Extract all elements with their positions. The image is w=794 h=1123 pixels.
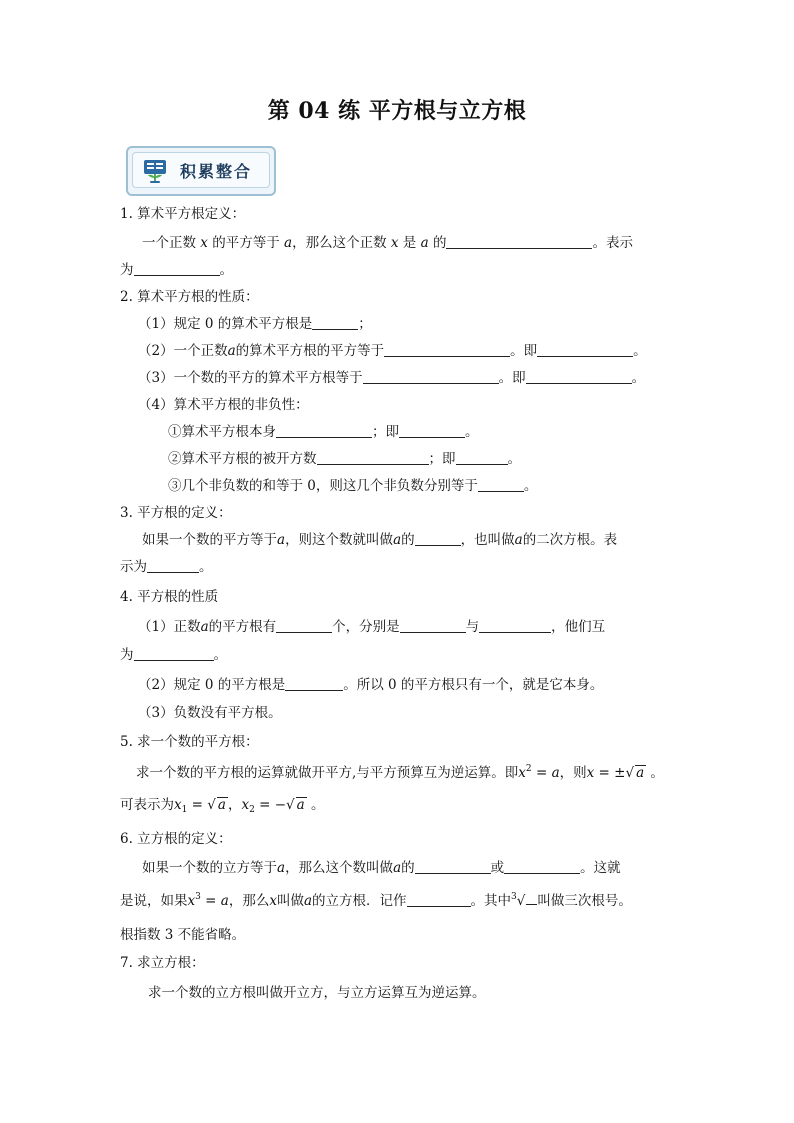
- text: 与: [465, 619, 480, 635]
- math-plus-minus: = ±: [594, 765, 626, 781]
- section-2-item-1: [138, 315, 372, 333]
- section-3-line-2: [120, 558, 213, 576]
- text: ；即: [428, 451, 456, 467]
- text: 。这就: [580, 860, 621, 876]
- math-radicand: a: [296, 797, 305, 813]
- math-x: x: [518, 765, 526, 781]
- section-7-line-1: 求一个数的立方根叫做开立方，与立方运算互为逆运算。: [148, 985, 486, 1001]
- text: 如果一个数的平方等于: [142, 532, 277, 548]
- section-6-heading: 6. 立方根的定义：: [120, 831, 232, 847]
- text: ①算术平方根本身: [168, 424, 276, 440]
- text: 求一个数的平方根的运算就做开平方,与平方预算互为逆运算。即: [136, 765, 519, 781]
- answer-blank[interactable]: [456, 450, 508, 465]
- text: 个，分别是: [332, 619, 400, 635]
- answer-blank[interactable]: [312, 315, 358, 330]
- banner-label: 积累整合: [180, 162, 253, 181]
- section-3-heading: 3. 平方根的定义：: [120, 505, 232, 521]
- section-2-sub-2: [168, 450, 521, 468]
- math-equals: =: [187, 797, 208, 813]
- text: 是说，如果: [120, 893, 188, 909]
- text: ；即: [372, 424, 399, 440]
- section-2-item-2: [138, 342, 647, 360]
- page-title: 第 04 练 平方根与立方根: [267, 98, 527, 124]
- text: 。: [507, 451, 521, 467]
- text: ，: [227, 797, 242, 813]
- math-equals-minus: = −: [254, 797, 287, 813]
- text: 一个正数: [142, 235, 201, 251]
- answer-blank[interactable]: [285, 676, 343, 691]
- text: 。所以 0 的平方根只有一个，就是它本身。: [343, 677, 604, 693]
- text: 如果一个数的立方等于: [142, 860, 277, 876]
- math-x: x: [174, 797, 182, 813]
- section-5-line-2: [120, 796, 324, 814]
- math-a: a: [393, 532, 402, 548]
- sqrt-sign-icon: √: [207, 797, 216, 813]
- text: 。其中: [470, 893, 512, 909]
- text: 。: [631, 370, 646, 386]
- section-banner: [126, 146, 274, 194]
- text: ③几个非负数的和等于 0，则这几个非负数分别等于: [168, 478, 478, 494]
- text: 。: [199, 559, 213, 575]
- section-5-line-1: [136, 764, 664, 782]
- text: 。: [523, 478, 538, 494]
- math-exponent: 3: [195, 892, 201, 902]
- answer-blank[interactable]: [134, 646, 214, 661]
- text: 为: [120, 647, 134, 663]
- math-a: a: [420, 235, 429, 251]
- answer-blank[interactable]: [446, 234, 592, 249]
- section-6-line-2: [120, 892, 632, 910]
- answer-blank[interactable]: [479, 618, 551, 633]
- text: 。表示: [592, 235, 633, 251]
- text: ，他们互: [551, 619, 606, 635]
- section-1-line-2: [120, 261, 233, 279]
- text: 的立方根．记作: [312, 893, 407, 909]
- section-7-heading: 7. 求立方根：: [120, 955, 205, 971]
- answer-blank[interactable]: [276, 618, 332, 633]
- math-a: a: [227, 343, 236, 359]
- math-a: a: [277, 532, 286, 548]
- section-3-line-1: [142, 531, 617, 549]
- section-6-line-1: [142, 859, 621, 877]
- text: ，则这个数就叫做: [285, 532, 394, 548]
- text: 。: [465, 424, 479, 440]
- math-x: x: [269, 893, 277, 909]
- text: ②算术平方根的被开方数: [168, 451, 317, 467]
- section-6-line-3: 根指数 3 不能省略。: [120, 927, 246, 943]
- answer-blank[interactable]: [415, 859, 491, 874]
- text: ，那么: [228, 893, 270, 909]
- math-x: x: [390, 235, 399, 251]
- text: 的平方等于: [207, 235, 285, 251]
- text: 。: [646, 765, 664, 781]
- text: 的算术平方根的平方等于: [235, 343, 385, 359]
- section-2-sub-1: [168, 423, 479, 441]
- math-x: x: [586, 765, 595, 781]
- text: 示为: [120, 559, 147, 575]
- answer-blank[interactable]: [363, 369, 499, 384]
- text: ，则: [559, 765, 587, 781]
- math-subscript: 1: [181, 805, 188, 815]
- text: ；: [358, 316, 372, 332]
- root-index: 3: [511, 892, 517, 902]
- answer-blank[interactable]: [504, 859, 580, 874]
- section-2-item-3: [138, 369, 645, 387]
- book-plant-icon: [142, 158, 168, 184]
- text: 叫做: [276, 893, 304, 909]
- sqrt-sign-icon: √: [286, 797, 295, 813]
- math-exponent: 2: [525, 764, 532, 774]
- math-radicand: a: [217, 797, 226, 813]
- math-x: x: [200, 235, 208, 251]
- text: 叫做三次根号。: [537, 893, 632, 909]
- answer-blank[interactable]: [415, 531, 461, 546]
- sqrt-sign-icon: √: [625, 765, 635, 781]
- text: 可表示为: [120, 797, 174, 813]
- text: 或: [490, 860, 505, 876]
- section-5-heading: 5. 求一个数的平方根：: [120, 734, 259, 750]
- math-a: a: [220, 893, 229, 909]
- text: 。: [219, 262, 233, 278]
- text: 的二次方根。表: [522, 532, 618, 548]
- text: 。: [633, 343, 647, 359]
- text: （1）规定 0 的算术平方根是: [138, 316, 313, 332]
- text: 的平方根有: [208, 619, 277, 635]
- math-a: a: [284, 235, 293, 251]
- answer-blank[interactable]: [407, 892, 471, 907]
- text: （2）一个正数: [138, 343, 228, 359]
- text: 。: [306, 797, 325, 813]
- math-subscript: 2: [249, 805, 255, 815]
- text: （2）规定 0 的平方根是: [138, 677, 286, 693]
- answer-blank[interactable]: [317, 450, 429, 465]
- answer-blank[interactable]: [537, 342, 633, 357]
- math-a: a: [393, 860, 402, 876]
- answer-blank[interactable]: [526, 369, 632, 384]
- answer-blank[interactable]: [134, 261, 220, 276]
- cube-root-sign-icon: √: [516, 893, 526, 909]
- answer-blank[interactable]: [399, 423, 465, 438]
- math-a: a: [551, 765, 560, 781]
- text: 。即: [498, 370, 526, 386]
- math-equals: =: [200, 893, 221, 909]
- answer-blank[interactable]: [478, 477, 524, 492]
- math-radicand: a: [636, 765, 645, 781]
- section-4-line-3: [138, 676, 603, 694]
- section-2-item-4: （4）算术平方根的非负性：: [138, 397, 309, 413]
- math-x: x: [241, 797, 250, 813]
- answer-blank[interactable]: [276, 423, 372, 438]
- text: 。: [213, 647, 227, 663]
- text: ，那么这个数叫做: [285, 860, 394, 876]
- answer-blank[interactable]: [384, 342, 510, 357]
- text: （3）一个数的平方的算术平方根等于: [138, 370, 363, 386]
- section-4-line-4: （3）负数没有平方根。: [138, 705, 282, 721]
- math-a: a: [277, 860, 286, 876]
- section-2-sub-3: [168, 477, 537, 495]
- section-2-heading: 2. 算术平方根的性质：: [120, 289, 259, 305]
- text: 是: [398, 235, 421, 251]
- section-1-heading: 1. 算术平方根定义：: [120, 206, 246, 222]
- math-equals: =: [531, 765, 552, 781]
- section-1-line-1: [142, 234, 633, 252]
- math-a: a: [200, 619, 209, 635]
- math-a: a: [303, 893, 313, 909]
- section-4-line-1: [138, 618, 605, 636]
- math-a: a: [514, 532, 523, 548]
- text: 的: [428, 235, 447, 251]
- math-x: x: [187, 893, 196, 909]
- section-4-line-2: [120, 646, 227, 664]
- section-4-heading: 4. 平方根的性质: [120, 589, 219, 605]
- answer-blank[interactable]: [400, 618, 466, 633]
- text: 的: [401, 860, 415, 876]
- text: ，也叫做: [460, 532, 515, 548]
- empty-radicand: [526, 904, 537, 905]
- text: ，那么这个正数: [292, 235, 391, 251]
- text: 为: [120, 262, 134, 278]
- answer-blank[interactable]: [147, 558, 199, 573]
- text: 。即: [510, 343, 538, 359]
- text: （1）正数: [138, 619, 201, 635]
- text: 的: [401, 532, 415, 548]
